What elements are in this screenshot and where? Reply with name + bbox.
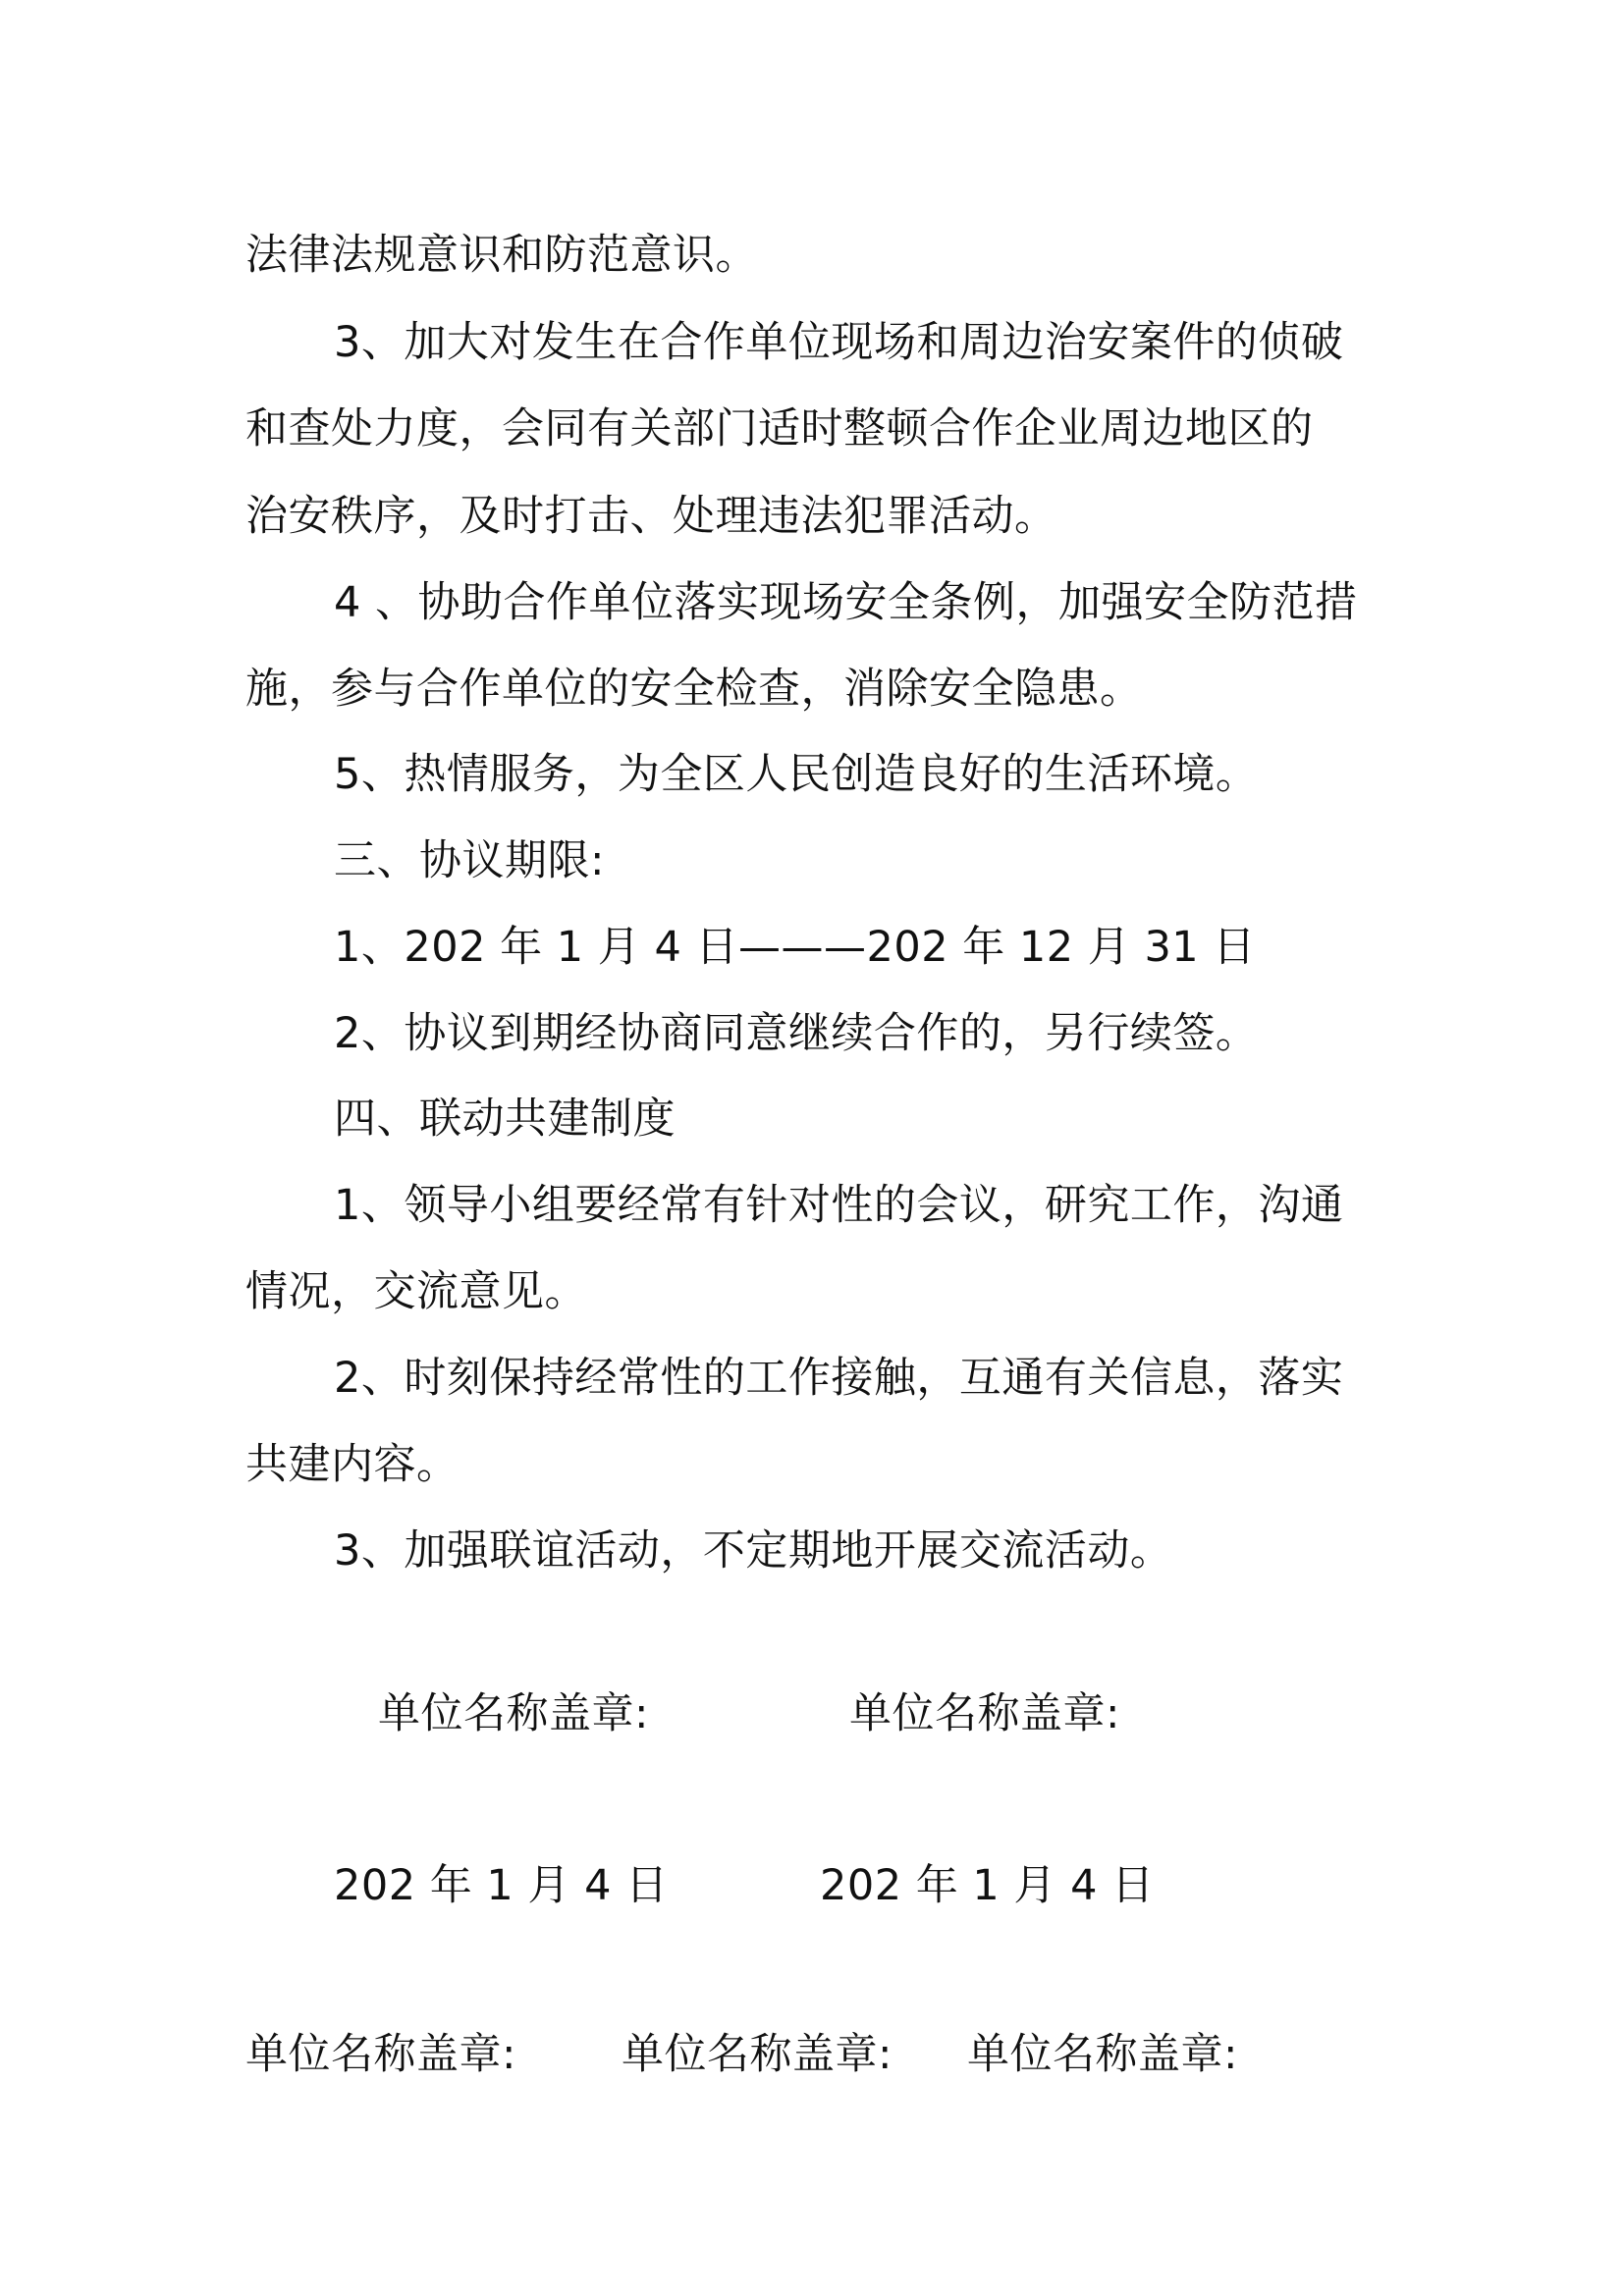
seal-label-left: 单位名称盖章:	[378, 1689, 649, 1738]
paragraph-line: 情况，交流意见。	[245, 1267, 587, 1316]
section-heading: 四、联动共建制度	[334, 1095, 676, 1144]
seal-label-right: 单位名称盖章:	[849, 1689, 1120, 1738]
paragraph-line: 2、协议到期经协商同意继续合作的，另行续签。	[334, 1009, 1259, 1058]
seal-label-a: 单位名称盖章:	[245, 2030, 516, 2079]
paragraph-line: 2、时刻保持经常性的工作接触，互通有关信息，落实	[334, 1354, 1344, 1403]
paragraph-line: 5、热情服务，为全区人民创造良好的生活环境。	[334, 750, 1259, 799]
paragraph-line: 3、加大对发生在合作单位现场和周边治安案件的侦破	[334, 318, 1344, 367]
paragraph-line: 4 、协助合作单位落实现场安全条例，加强安全防范措	[334, 578, 1358, 627]
paragraph-line: 1、领导小组要经常有针对性的会议，研究工作，沟通	[334, 1181, 1344, 1230]
paragraph-line: 共建内容。	[245, 1440, 460, 1489]
paragraph-line: 3、加强联谊活动，不定期地开展交流活动。	[334, 1526, 1173, 1575]
paragraph-line: 和查处力度，会同有关部门适时整顿合作企业周边地区的	[245, 404, 1314, 454]
date-right: 202 年 1 月 4 日	[820, 1861, 1155, 1910]
paragraph-line: 施，参与合作单位的安全检查，消除安全隐患。	[245, 665, 1143, 714]
paragraph-line: 治安秩序，及时打击、处理违法犯罪活动。	[245, 492, 1057, 541]
paragraph-line: 1、202 年 1 月 4 日———202 年 12 月 31 日	[334, 923, 1256, 972]
paragraph-line: 法律法规意识和防范意识。	[245, 231, 758, 280]
section-heading: 三、协议期限:	[334, 836, 605, 885]
seal-label-c: 单位名称盖章:	[967, 2030, 1238, 2079]
seal-label-b: 单位名称盖章:	[622, 2030, 893, 2079]
date-left: 202 年 1 月 4 日	[334, 1861, 669, 1910]
